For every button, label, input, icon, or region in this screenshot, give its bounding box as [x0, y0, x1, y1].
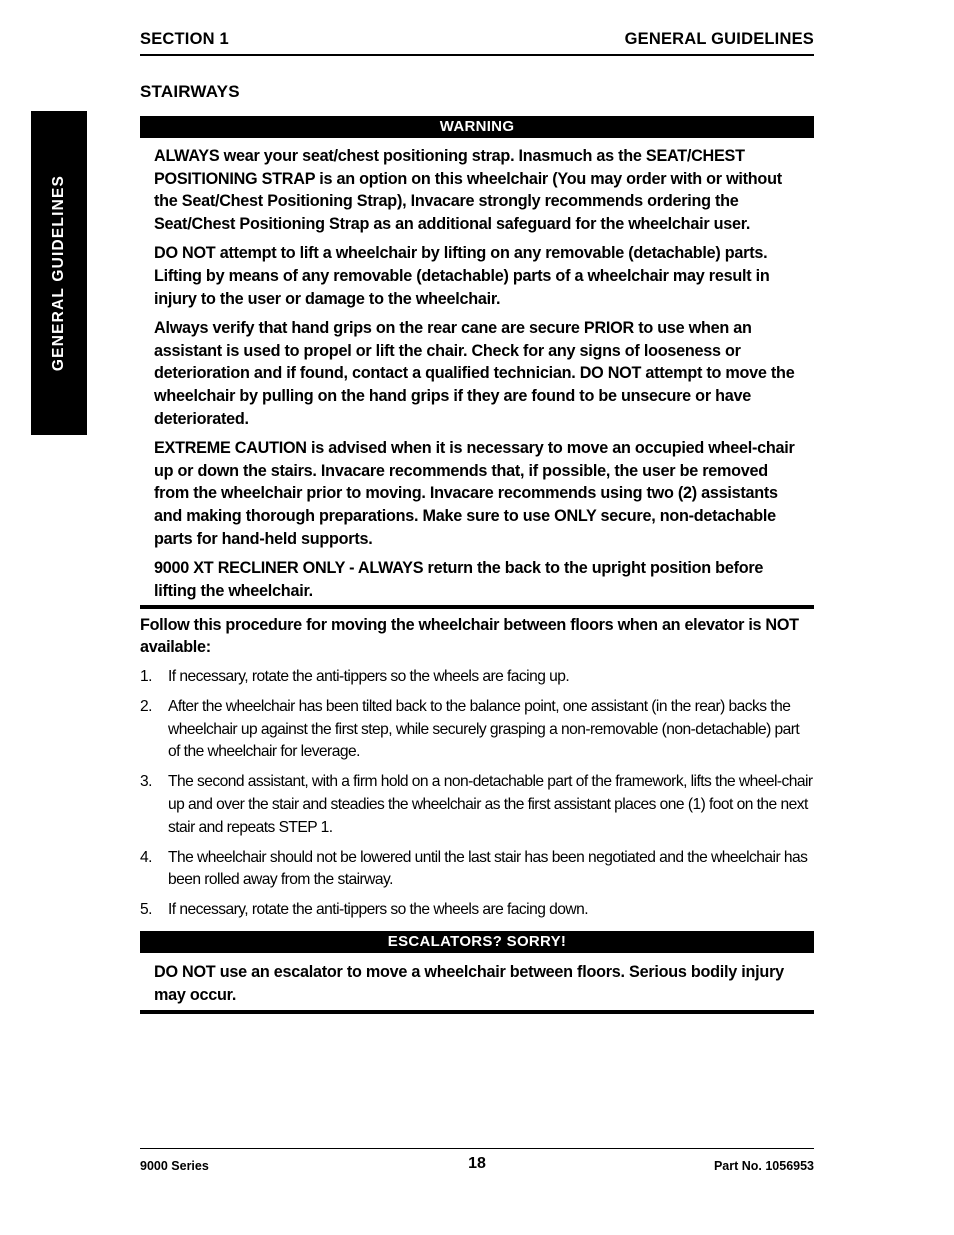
- escalators-body: DO NOT use an escalator to move a wheelchair between floors. Serious bodily injury may occur.: [154, 963, 784, 1004]
- warning-paragraph-4: EXTREME CAUTION is advised when it is necessary to move an occupied wheel-chair up or down the stairs. Invacare recommends that, if possible, the user be removed from the wheelchair prior to moving. Invacare recommends using two (2) assistants and making thorough preparations. Make sure to use ONLY secure, non-detachable parts for hand-held supports.: [154, 439, 795, 548]
- page-footer: [140, 1148, 814, 1179]
- procedure-intro: Follow this procedure for moving the wheelchair between floors when an elevator is NOT available:: [140, 616, 799, 656]
- escalators-heading: ESCALATORS? SORRY!: [140, 931, 814, 953]
- list-item: 3. The second assistant, with a firm hold on a non-detachable part of the framework, lifts the wheel-chair up and over the stair and steadies the wheelchair as the first assistant places one (1) foot on the next stair and repeats STEP 1.: [140, 773, 813, 836]
- list-item: 5. If necessary, rotate the anti-tippers so the wheels are facing down.: [140, 901, 588, 919]
- list-item: 4. The wheelchair should not be lowered until the last stair has been negotiated and the wheelchair has been rolled away from the stairway.: [140, 848, 808, 889]
- warning-body: [154, 145, 804, 609]
- escalators-bottom-rule: [140, 1010, 814, 1014]
- page-number: 18: [468, 1155, 486, 1172]
- footer-part-number: Part No. 1056953: [713, 1159, 814, 1173]
- procedure-steps: [140, 666, 814, 929]
- warning-paragraph-2: DO NOT attempt to lift a wheelchair by lifting on any removable (detachable) parts. Lifting by means of any removable (detachable) parts of a wheelchair may result in injury to the user or damage to the wheelchair.: [154, 244, 770, 308]
- warning-paragraph-3: Always verify that hand grips on the rear cane are secure PRIOR to use when an assistant is used to propel or lift the chair. Check for any signs of looseness or deterioration and if found, contact a qualified technician. DO NOT attempt to move the wheelchair by pulling on the hand grips if they are found to be unsecure or have deteriorated.: [154, 319, 795, 428]
- footer-series: 9000 Series: [140, 1159, 209, 1173]
- list-item: 1. If necessary, rotate the anti-tippers so the wheels are facing up.: [140, 668, 570, 685]
- side-tab: [31, 111, 87, 435]
- side-tab-label: GENERAL GUIDELINES: [50, 174, 67, 372]
- warning-paragraph-1: ALWAYS wear your seat/chest positioning strap. Inasmuch as the SEAT/CHEST POSITIONING STRAP is an option on this wheelchair (You may order with or without the Seat/Chest Positioning Strap), Invacare strongly recommends ordering the Seat/Chest Positioning Strap as an additional safeguard for the wheelchair user.: [154, 147, 782, 233]
- section-title: STAIRWAYS: [140, 82, 240, 101]
- warning-bottom-rule: [140, 605, 814, 609]
- list-item: 2. After the wheelchair has been tilted back to the balance point, one assistant (in the rear) backs the wheelchair up against the first step, while securely grasping a non-removable (non-detachable) part of the wheelchair for leverage.: [140, 698, 800, 761]
- header-title: GENERAL GUIDELINES: [624, 30, 814, 48]
- warning-paragraph-5: 9000 XT RECLINER ONLY - ALWAYS return the back to the upright position before lifting the wheelchair.: [154, 559, 764, 600]
- page-header: [140, 30, 814, 56]
- warning-heading: WARNING: [140, 116, 814, 138]
- header-section: SECTION 1: [140, 30, 229, 48]
